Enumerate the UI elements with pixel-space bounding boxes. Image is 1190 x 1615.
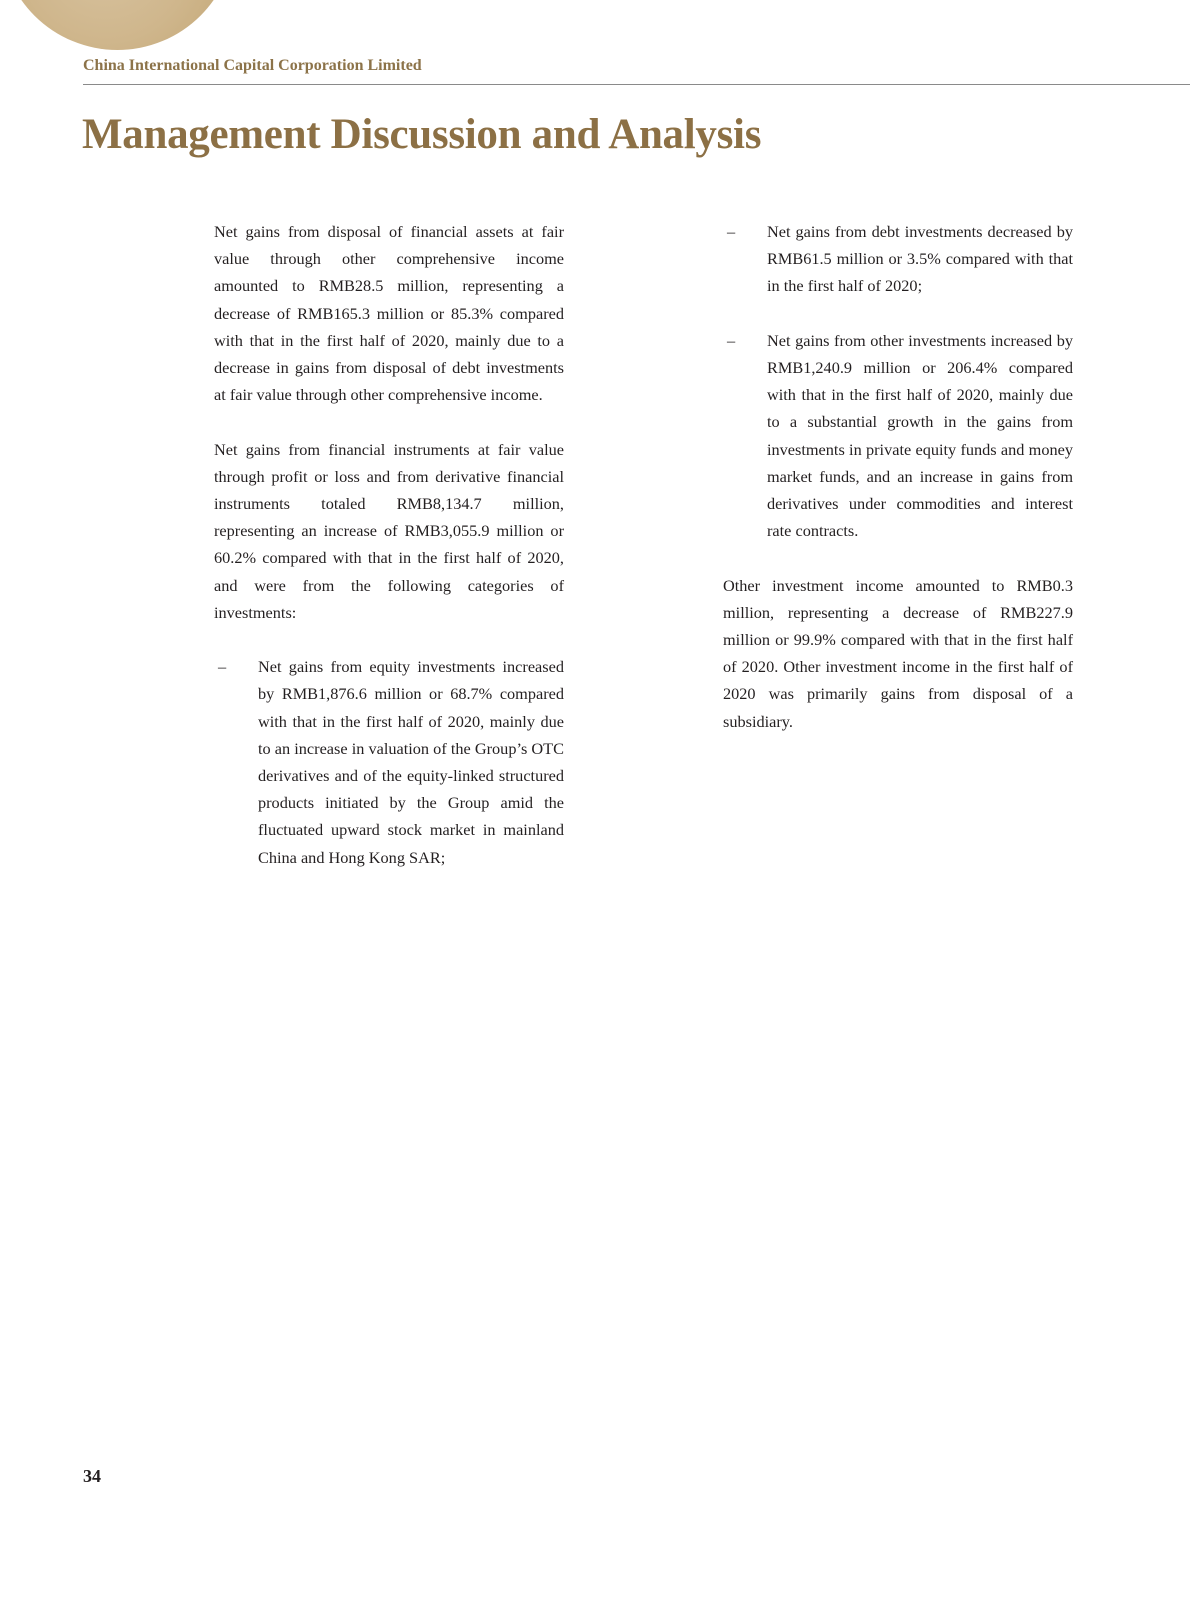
header-divider bbox=[83, 84, 1190, 85]
bullet-dash: – bbox=[727, 222, 736, 241]
page-title: Management Discussion and Analysis bbox=[82, 111, 762, 158]
paragraph: Net gains from disposal of financial assets at fair value through other comprehensive income amounted to RMB28.5 million, representing a decrease of RMB165.3 million or 85.3% compared with that in the first half of 2020, mainly due to a decrease in gains from disposal of debt investments at fair value through other comprehensive income. bbox=[214, 222, 564, 405]
right-column bbox=[723, 218, 1073, 762]
bullet-item bbox=[723, 327, 1073, 545]
paragraph: Other investment income amounted to RMB0.3 million, representing a decrease of RMB227.9 million or 99.9% compared with that in the first half of 2020. Other investment income in the first half of 2020 was primarily gains from disposal of a subsidiary. bbox=[723, 575, 1073, 731]
bullet-item bbox=[214, 653, 564, 871]
bullet-text: Net gains from other investments increased by RMB1,240.9 million or 206.4% compared with that in the first half of 2020, mainly due to a substantial growth in the gains from investments in private equity funds and money market funds, and an increase in gains from derivatives under commodities and interest rate contracts. bbox=[767, 330, 1073, 541]
bullet-dash: – bbox=[218, 657, 227, 677]
left-column bbox=[214, 218, 564, 898]
page-number: 34 bbox=[83, 1466, 101, 1486]
bullet-text: Net gains from debt investments decreased by RMB61.5 million or 3.5% compared with that in the first half of 2020; bbox=[767, 222, 1073, 296]
bullet-item bbox=[723, 218, 1073, 300]
paragraph: Net gains from financial instruments at fair value through profit or loss and from derivative financial instruments totaled RMB8,134.7 million, representing an increase of RMB3,055.9 million or 60.2% compared with that in the first half of 2020, and were from the following categories of investments: bbox=[214, 439, 564, 622]
company-name: China International Capital Corporation Limited bbox=[83, 57, 422, 74]
bullet-text: Net gains from equity investments increased by RMB1,876.6 million or 68.7% compared with that in the first half of 2020, mainly due to an increase in valuation of the Group’s OTC derivatives and of the equity-linked structured products initiated by the Group amid the fluctuated upward stock market in mainland China and Hong Kong SAR; bbox=[258, 657, 564, 867]
decorative-gold-circle bbox=[0, 0, 235, 50]
bullet-dash: – bbox=[727, 330, 736, 350]
